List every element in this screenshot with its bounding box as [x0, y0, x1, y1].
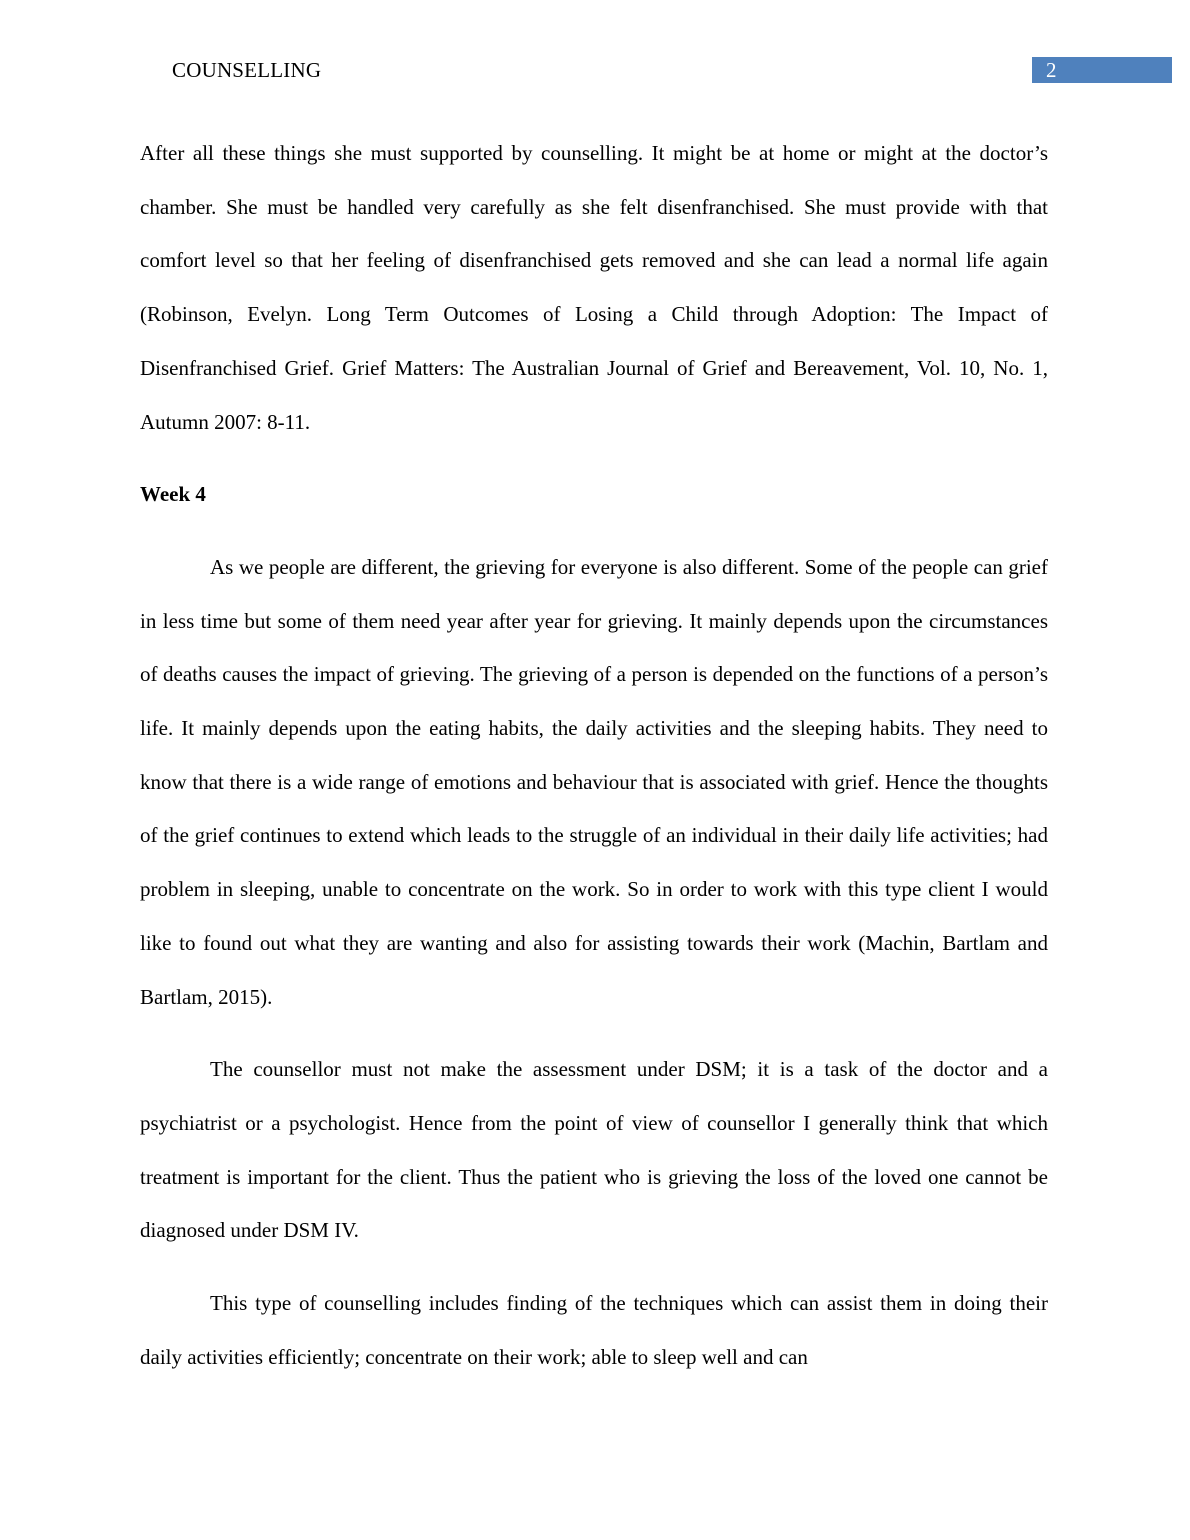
- paragraph-grieving-differences: As we people are different, the grieving for everyone is also different. Some of the people can grief in less time but some of them need year after year for grieving. It mainly depends upon the circumstances of deaths causes the impact of grieving. The grieving of a person is depended on the functions of a person’s life. It mainly depends upon the eating habits, the daily activities and the sleeping habits. They need to know that there is a wide range of emotions and behaviour that is associated with grief. Hence the thoughts of the grief continues to extend which leads to the struggle of an individual in their daily life activities; had problem in sleeping, unable to concentrate on the work. So in order to work with this type client I would like to found out what they are wanting and also for assisting towards their work (Machin, Bartlam and Bartlam, 2015).: [140, 554, 1048, 1009]
- section-heading-week-4: Week 4: [140, 482, 206, 507]
- running-header-title: COUNSELLING: [172, 58, 322, 82]
- page-number-badge: [1032, 57, 1172, 83]
- paragraph-continuation: After all these things she must supported by counselling. It might be at home or might at the doctor’s chamber. She must be handled very carefully as she felt disenfranchised. She must provide with that comfort level so that her feeling of disenfranchised gets removed and she can lead a normal life again (Robinson, Evelyn. Long Term Outcomes of Losing a Child through Adoption: The Impact of Disenfranchised Grief. Grief Matters: The Australian Journal of Grief and Bereavement, Vol. 10, No. 1, Autumn 2007: 8-11.: [140, 141, 1048, 434]
- document-body: [140, 127, 1048, 1384]
- paragraph-dsm-assessment: The counsellor must not make the assessment under DSM; it is a task of the doctor and a psychiatrist or a psychologist. Hence from the point of view of counsellor I generally think that which treatment is important for the client. Thus the patient who is grieving the loss of the loved one cannot be diagnosed under DSM IV.: [140, 1057, 1048, 1243]
- page-number: 2: [1046, 58, 1057, 82]
- paragraph-counselling-techniques: This type of counselling includes finding of the techniques which can assist them in doing their daily activities efficiently; concentrate on their work; able to sleep well and can: [140, 1291, 1048, 1369]
